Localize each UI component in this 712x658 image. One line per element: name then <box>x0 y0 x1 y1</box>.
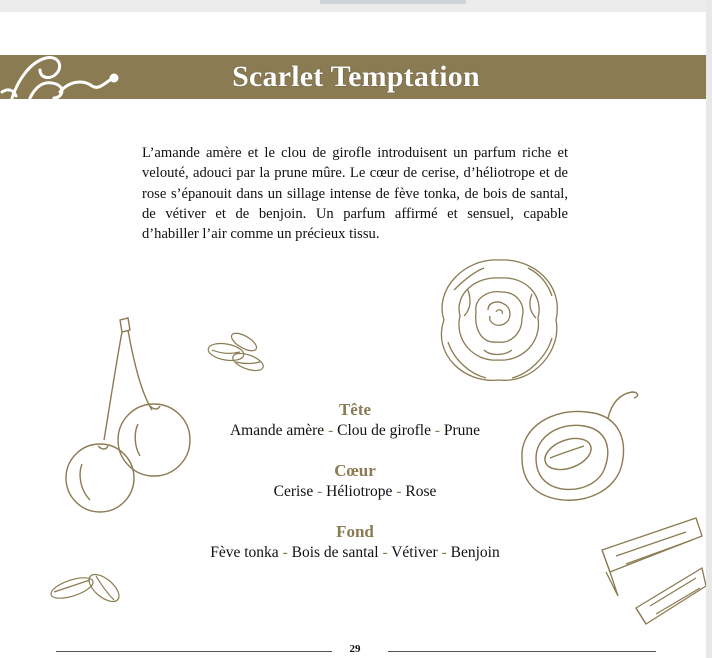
page-number: 29 <box>349 643 361 655</box>
note-item: Héliotrope <box>326 483 393 500</box>
scroll-indicator[interactable] <box>320 0 466 4</box>
notes-section <box>140 400 570 563</box>
note-list-tete <box>140 420 570 441</box>
separator: - <box>437 544 451 561</box>
note-item: Cerise <box>273 483 314 500</box>
page-title: Scarlet Temptation <box>232 60 480 93</box>
note-item: Bois de santal <box>291 544 379 561</box>
sandalwood-illustration <box>596 512 706 626</box>
separator: - <box>313 483 327 500</box>
note-heading-fond: Fond <box>336 522 374 541</box>
note-item: Clou de girofle <box>337 422 431 439</box>
separator: - <box>430 422 444 439</box>
note-item: Prune <box>443 422 481 439</box>
note-item: Amande amère <box>229 422 325 439</box>
note-list-coeur <box>140 481 570 502</box>
almond-illustration <box>204 328 274 376</box>
footer-rule-right <box>388 651 656 652</box>
intro-paragraph: L’amande amère et le clou de girofle introduisent un parfum riche et velouté, adouci par la prune mûre. Le cœur de cerise, d’héliotrope et de rose s’épanouit dans un sillage intense de fève tonka, de bois de santal, de vétiver et de benjoin. Un parfum affirmé et sensuel, capable d’habiller l’air comme un précieux tissu. <box>142 145 568 243</box>
note-heading-tete: Tête <box>338 400 372 419</box>
almond-pair-illustration <box>46 566 124 610</box>
note-heading-coeur: Cœur <box>334 461 376 480</box>
separator: - <box>278 544 292 561</box>
rose-illustration <box>424 250 574 390</box>
note-item: Rose <box>405 483 437 500</box>
footer-rule-left <box>56 651 332 652</box>
note-list-fond <box>140 542 570 563</box>
separator: - <box>324 422 338 439</box>
note-item: Vétiver <box>391 544 438 561</box>
note-item: Benjoin <box>450 544 500 561</box>
separator: - <box>378 544 392 561</box>
viewer-top-strip <box>0 0 712 12</box>
note-item: Fève tonka <box>210 544 279 561</box>
separator: - <box>392 483 406 500</box>
